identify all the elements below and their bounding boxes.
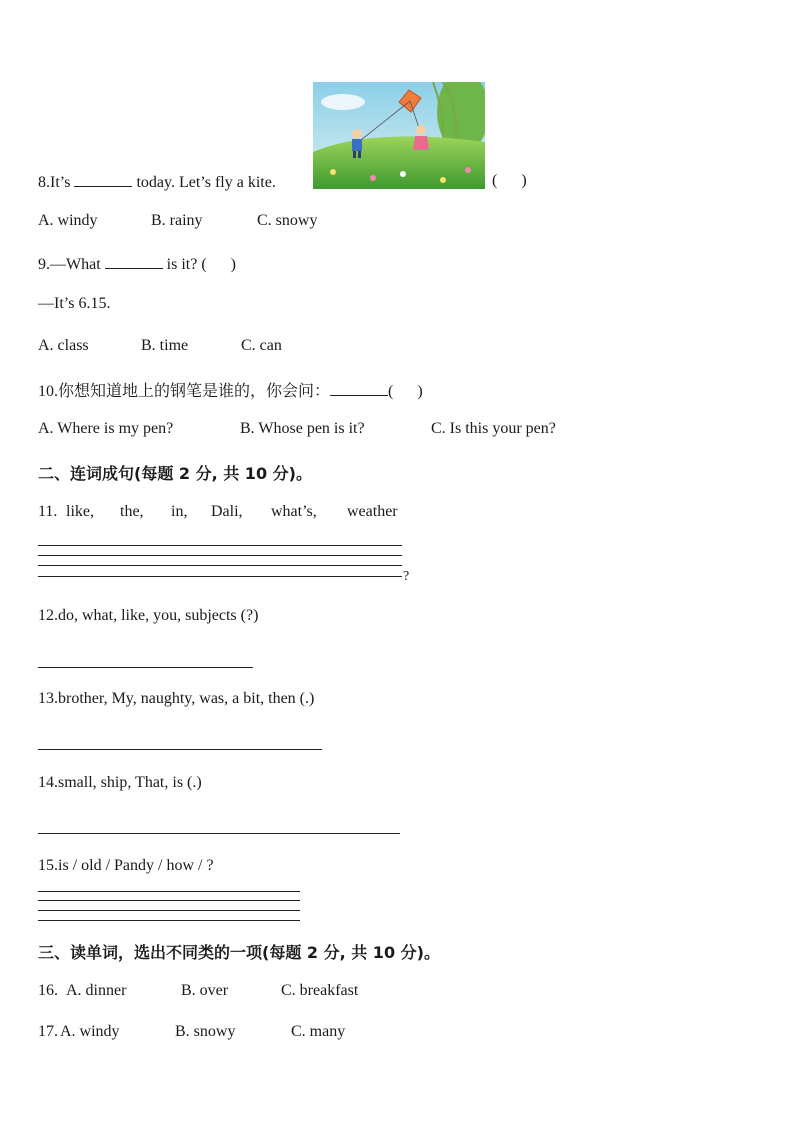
question-16-option-c[interactable]: C. breakfast bbox=[281, 982, 359, 999]
question-9-option-c[interactable]: C. can bbox=[241, 337, 282, 354]
question-11-word: like, bbox=[66, 503, 94, 520]
answer-line[interactable] bbox=[38, 900, 300, 901]
question-10-text: 你想知道地上的钢笔是谁的，你会问： bbox=[58, 381, 331, 400]
question-11-word: what’s, bbox=[271, 503, 317, 520]
answer-line[interactable] bbox=[38, 555, 402, 556]
answer-line[interactable] bbox=[38, 576, 402, 577]
answer-line[interactable] bbox=[38, 910, 300, 911]
question-8-number: 8. bbox=[38, 174, 50, 191]
question-8-text-before: It’s bbox=[50, 174, 75, 191]
question-8-text-after: today. Let’s fly a kite. bbox=[132, 174, 276, 191]
section-2-title: 二、连词成句(每题 2 分, 共 10 分)。 bbox=[38, 464, 312, 483]
question-9-option-a[interactable]: A. class bbox=[38, 337, 89, 354]
question-9 bbox=[38, 254, 236, 274]
question-10 bbox=[38, 378, 423, 401]
question-11-number: 11. bbox=[38, 503, 58, 520]
question-11 bbox=[38, 503, 57, 521]
question-9-dialogue-answer: —It’s 6.15. bbox=[38, 295, 111, 312]
question-9-blank[interactable] bbox=[105, 254, 163, 269]
question-11-word: Dali, bbox=[211, 503, 243, 520]
question-16-option-b[interactable]: B. over bbox=[181, 982, 229, 999]
question-11-word: weather bbox=[347, 503, 398, 520]
answer-line[interactable] bbox=[38, 565, 402, 566]
question-8-blank[interactable] bbox=[74, 172, 132, 187]
question-10-option-a[interactable]: A. Where is my pen? bbox=[38, 420, 174, 437]
question-8-option-b[interactable]: B. rainy bbox=[151, 212, 203, 229]
question-14: 14.small, ship, That, is (.) bbox=[38, 774, 202, 791]
question-10-option-b[interactable]: B. Whose pen is it? bbox=[240, 420, 365, 437]
question-12: 12.do, what, like, you, subjects (?) bbox=[38, 607, 259, 624]
question-8 bbox=[38, 172, 276, 192]
question-11-word: the, bbox=[120, 503, 144, 520]
question-11-end-mark: ? bbox=[403, 569, 410, 584]
question-17-option-c[interactable]: C. many bbox=[291, 1023, 346, 1040]
question-9-text-before: 9.—What bbox=[38, 256, 105, 273]
kite-flying-illustration bbox=[313, 82, 485, 189]
question-10-option-c[interactable]: C. Is this your pen? bbox=[431, 420, 556, 437]
question-8-answer-bracket[interactable]: ( ) bbox=[492, 172, 527, 189]
question-16-option-a[interactable]: A. dinner bbox=[66, 982, 127, 999]
answer-line[interactable] bbox=[38, 920, 300, 921]
question-17-number: 17. bbox=[38, 1023, 58, 1040]
answer-line[interactable] bbox=[38, 833, 400, 834]
question-16-number: 16. bbox=[38, 982, 58, 999]
question-8-option-c[interactable]: C. snowy bbox=[257, 212, 318, 229]
section-3-title: 三、读单词，选出不同类的一项(每题 2 分, 共 10 分)。 bbox=[38, 943, 440, 962]
question-17-option-a[interactable]: A. windy bbox=[60, 1023, 120, 1040]
answer-line[interactable] bbox=[38, 749, 322, 750]
question-10-number: 10. bbox=[38, 383, 58, 400]
question-13: 13.brother, My, naughty, was, a bit, then (.) bbox=[38, 690, 315, 707]
question-15: 15.is / old / Pandy / how / ? bbox=[38, 857, 214, 874]
question-11-word: in, bbox=[171, 503, 188, 520]
question-17-option-b[interactable]: B. snowy bbox=[175, 1023, 236, 1040]
answer-line[interactable] bbox=[38, 891, 300, 892]
question-9-option-b[interactable]: B. time bbox=[141, 337, 189, 354]
question-9-text-after: is it? ( ) bbox=[162, 256, 236, 273]
question-8-option-a[interactable]: A. windy bbox=[38, 212, 98, 229]
answer-line[interactable] bbox=[38, 667, 253, 668]
question-10-answer-bracket[interactable]: ( ) bbox=[388, 383, 423, 400]
question-10-blank[interactable] bbox=[330, 381, 388, 396]
answer-line[interactable] bbox=[38, 545, 402, 546]
